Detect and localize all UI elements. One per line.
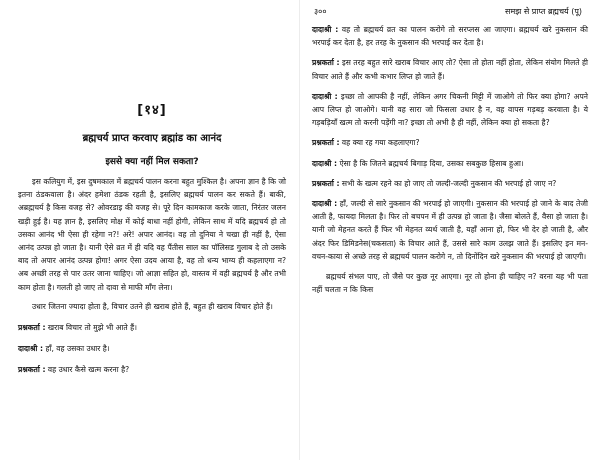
speaker-label: दादाश्री : — [312, 199, 338, 209]
speaker-text: सभी के खत्म रहने का हो जाए तो जल्दी-जल्दी नुकसान की भरपाई हो जाए न? — [341, 178, 557, 188]
qa-item — [312, 157, 588, 170]
qa-item — [18, 321, 286, 334]
speaker-text: इच्छा तो आपकी है नहीं, लेकिन अगर चिकनी मिट्टी में जाओगे तो फिर क्या होगा? अपने आप लिप्त हो जाओगे। यानी वह सारा जो फिसला उधार है न, वह वापस गड़बड़ करवाता है। ये गड़बड़ियाँ खत्म तो करनी पड़ेंगी ना? इच्छा तो अभी है ही नहीं, लेकिन क्या हो सकता है? — [312, 91, 589, 128]
chapter-number: [१४] — [137, 103, 167, 118]
speaker-text: वह क्या रह गया कहलाएगा? — [341, 138, 420, 148]
section-title: इससे क्या नहीं मिल सकता? — [105, 157, 199, 167]
body-paragraph: ब्रह्मचर्य संभल पाए, तो जैसे पर कुछ नूर आएगा। नूर तो होना ही चाहिए न? वरना यह भी पता नहीं चलता न कि किस — [312, 272, 588, 295]
speaker-label: दादाश्री : — [18, 344, 44, 354]
qa-item — [312, 90, 588, 130]
speaker-text: वह तो ब्रह्मचर्य व्रत का पालन करोगे तो सरप्लस आ जाएगा। ब्रह्मचर्य खरे नुकसान की भरपाई कर देता है, हर तरह के नुकसान की भरपाई कर देता है। — [312, 25, 588, 48]
speaker-text: हाँ, जल्दी से सारे नुकसान की भरपाई हो जाएगी। नुकसान की भरपाई हो जाने के बाद तेजी आती है, फायदा मिलता है। फिर तो बचपन में ही उत्पन्न हो जाता है। जैसा बोलते हैं, वैसा हो जाता है। यानी जो मेहनत करते हैं फिर भी मेहनत व्यर्थ जाती है, यहाँ आना हो, फिर भी देर हो जाती है, और अंदर फिर डिमिडनेस(चकसता) के विचार आते हैं, उससे सारे काम उलझ जाते हैं। इसलिए इन मन-वचन-काया से अच्छे तरह से ब्रह्मचर्य पालन करोगे न, तो दिनोंदिन खरे नुकसान की भरपाई हो जाएगी। — [312, 199, 588, 261]
qa-item — [312, 177, 588, 190]
speaker-label: प्रश्नकर्ता : — [312, 58, 340, 68]
qa-item — [312, 23, 588, 49]
qa-item — [312, 136, 588, 149]
qa-item — [18, 363, 286, 376]
speaker-text: हाँ, वह उसका उधार है। — [45, 344, 110, 354]
right-page — [300, 0, 600, 460]
page-number: ३०० — [314, 7, 327, 16]
speaker-text: ऐसा है कि जितने ब्रह्मचर्य बिगाड़ दिया, उसका सबकुछ हिसाब हुआ। — [339, 158, 524, 168]
running-header-title: समझ से प्राप्त ब्रह्मचर्य (पू) — [505, 7, 582, 16]
speaker-text: इस तरह बहुत सारे खराब विचार आए तो? ऐसा तो होता नहीं होता, लेकिन संयोग मिलते ही विचार आते हैं और कभी कभार लिप्त हो जाते हैं। — [312, 58, 589, 81]
speaker-label: दादाश्री : — [312, 25, 339, 34]
speaker-label: प्रश्नकर्ता : — [18, 323, 46, 333]
body-paragraph: उधार जितना ज्यादा होता है, विचार उतने ही खराब होते हैं, बहुत ही खराब विचार होते हैं। — [32, 301, 273, 311]
qa-item — [312, 197, 588, 263]
speaker-label: दादाश्री : — [312, 91, 338, 101]
body-paragraph: इस कलियुग में, इस दुषमकाल में ब्रह्मचर्य पालन करना बहुत मुश्किल है। अपना ज्ञान है कि जो इतना ठंडकवाला है। अंदर हमेशा ठंडक रहती है, इसलिए ब्रह्मचर्य पालन कर सकते हैं। बाकी, अब्रह्मचर्य है किस वजह से? ओवरडाइ की वजह से। पूरे दिन कामकाज करके जाता, निरंतर जलन खड़ी हुई है। यह ज्ञान है, इसलिए मोक्ष में कोई बाधा नहीं होगी, लेकिन साथ में यदि ब्रह्मचर्य हो तो उसका आनंद भी ऐसा ही रहेगा न?! अरे! अपार आनंद। वह तो दुनिया ने चखा ही नहीं है, ऐसा आनंद उत्पन्न हो जाता है। यानी ऐसे व्रत में ही यदि वह पैंतीस साल का पॉलिसड गुलाब दे तो उसके बाद तो अपार आनंद उत्पन्न होगा! अगर ऐसा उदय आया है, वह तो धन्य भाग्य ही कहलाएगा न? अब अच्छी तरह से पार उतर जाना चाहिए। जो आज्ञा सहित हो, वास्तव में वही ब्रह्मचर्य है और तभी काम होता है। गलती हो जाए तो दावा से माफी माँग लेना। — [18, 177, 286, 292]
speaker-label: प्रश्नकर्ता : — [312, 138, 340, 148]
speaker-text: वह उधार कैसे खत्म करना है? — [47, 365, 130, 375]
speaker-text: खराब विचार तो मुझे भी आते हैं। — [47, 323, 137, 333]
running-header — [312, 6, 588, 17]
speaker-label: प्रश्नकर्ता : — [312, 178, 340, 188]
chapter-title: ब्रह्मचर्य प्राप्त करवाए ब्रह्मांड का आनंद — [82, 133, 222, 144]
qa-item — [18, 342, 286, 355]
qa-item — [312, 56, 588, 82]
speaker-label: दादाश्री : — [312, 158, 338, 168]
speaker-label: प्रश्नकर्ता : — [18, 365, 46, 375]
